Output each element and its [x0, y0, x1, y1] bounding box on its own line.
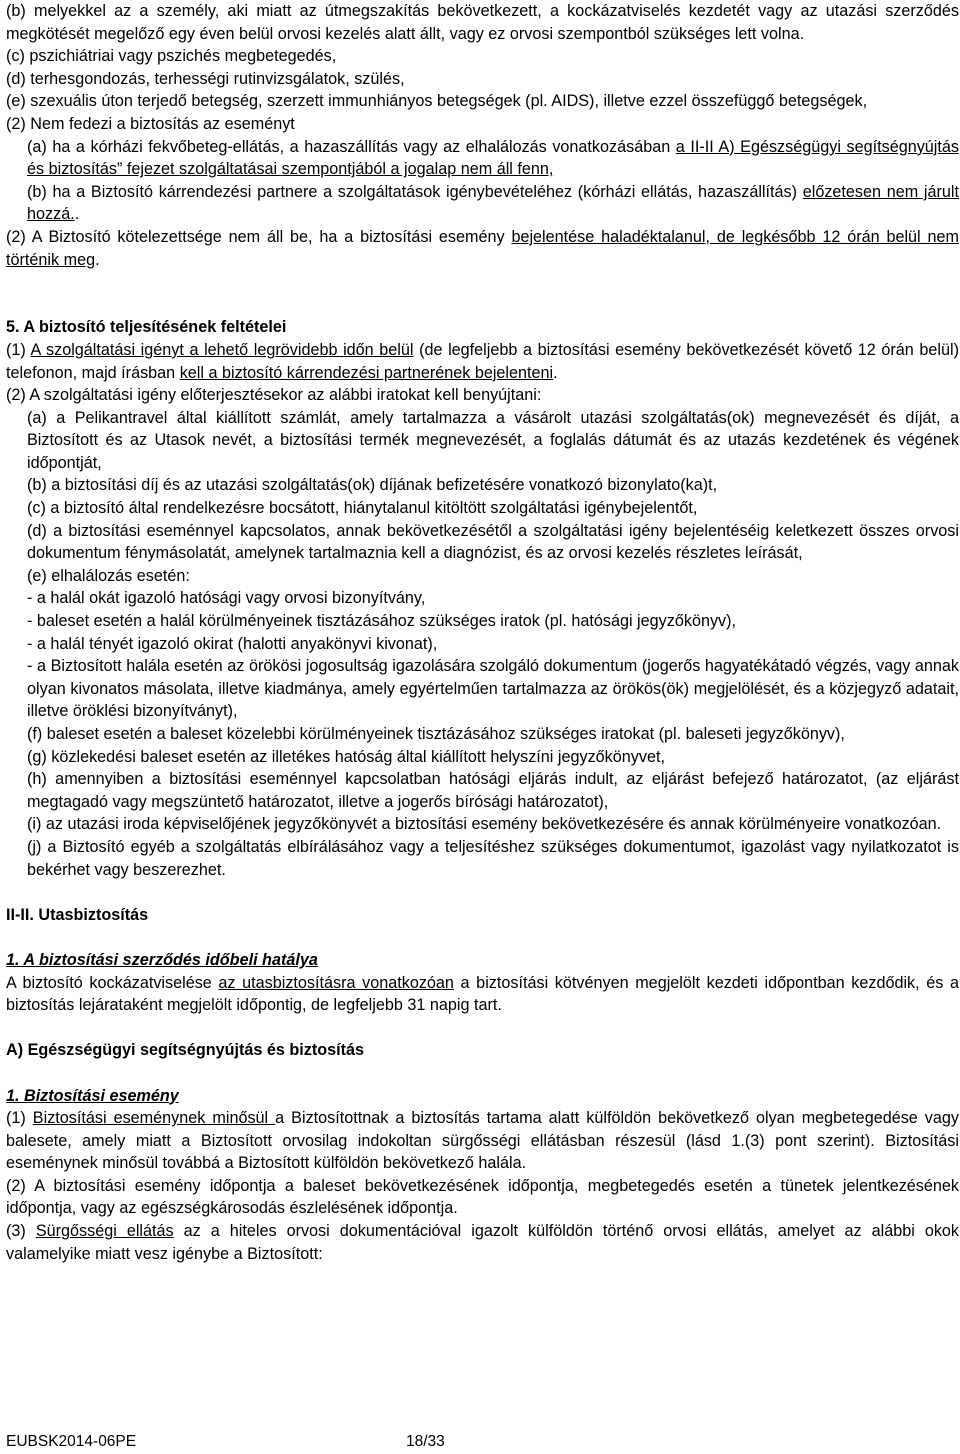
document-item-j: (j) a Biztosító egyéb a szolgáltatás elbírálásához vagy a teljesítéshez szükséges dokumentumot, igazolást vagy nyilatkozatot is bekérhet vagy beszerezhet. — [27, 837, 959, 879]
document-item-d: (d) a biztosítási eseménnyel kapcsolatos, annak bekövetkezésétől a szolgáltatási igény bejelentéséig keletkezett összes orvosi dokumentum fénymásolatát, amelynek tartalmaznia kell a diagnózist, és az orvosi kezelés részletes leírását, — [27, 521, 959, 563]
event-paragraph-3 — [6, 1220, 959, 1265]
section-5-paragraph-2: (2) A szolgáltatási igény előterjesztésekor az alábbi iratokat kell benyújtani: — [6, 386, 542, 405]
spacer — [6, 926, 959, 949]
exclusion-b-underlined: előzetesen nem járult hozzá. — [27, 182, 960, 224]
exclusion-b-text: (b) ha a Biztosító kárrendezési partnere a szolgáltatások igénybevételéhez (kórházi ellátás, hazaszállítás) — [27, 182, 803, 201]
document-item-e: (e) elhalálozás esetén: — [27, 566, 190, 585]
list-item-c: (c) pszichiátriai vagy pszichés megbetegedés, — [6, 47, 337, 66]
ev3-text: az a hiteles orvosi dokumentációval igazolt külföldön történő orvosi ellátás, amelyet az alábbi okok valamelyike miatt vesz igénybe a Biztosított: — [6, 1222, 960, 1263]
document-item-i: (i) az utazási iroda képviselőjének jegyzőkönyvét a biztosítási esemény bekövetkezésére és annak körülményeire vonatkozóan. — [27, 815, 942, 834]
section-1-paragraph — [6, 972, 959, 1017]
event-title — [6, 1085, 959, 1108]
s1-text-b: a biztosítási kötvényen megjelölt kezdeti időpontban kezdődik, és a biztosítás lejárataként megjelölt időpontig, de legfeljebb 31 napig tart. — [6, 973, 959, 1015]
exclusion-item-a — [6, 136, 959, 181]
page-number: 18/33 — [406, 1433, 445, 1450]
section-5-title: 5. A biztosító teljesítésének feltételei — [6, 318, 287, 337]
exclusion-item-b — [6, 181, 959, 226]
document-item-e-dash-4: - a Biztosított halála esetén az örökösi jogosultság igazolására szolgáló dokumentum (jogerős hagyatékátadó végzés, vagy annak olyan kivonatos másolata, illetve kiadmánya, amely egyértelműen tartalmazza az örökös(ök) megjelölését, és a közjegyző adatait, illetve öröklési bizonyítványt), — [27, 657, 959, 721]
obligation-end: . — [95, 250, 100, 269]
section-5-paragraph-1 — [6, 339, 959, 384]
exclusion-a-text: (a) ha a kórházi fekvőbeteg-ellátás, a hazaszállítás vagy az elhalálozás vonatkozásában — [27, 137, 676, 156]
document-item-e-dash-1: - a halál okát igazoló hatósági vagy orvosi bizonyítvány, — [27, 589, 426, 608]
part-2-heading: II-II. Utasbiztosítás — [6, 905, 149, 924]
document-code: EUBSK2014-06PE — [6, 1433, 137, 1450]
ev3-number: (3) — [6, 1222, 36, 1241]
section-1-title — [6, 949, 959, 972]
document-body — [6, 0, 959, 1265]
document-item-b: (b) a biztosítási díj és az utazási szolgáltatás(ok) díjának befizetésére vonatkozó bizonylato(ka)t, — [27, 476, 718, 495]
ev3-underlined: Sürgősségi ellátás — [35, 1222, 174, 1241]
section-a-title: A) Egészségügyi segítségnyújtás és biztosítás — [6, 1041, 365, 1060]
exclusion-b-end: . — [74, 205, 80, 224]
ev1-number: (1) — [6, 1109, 33, 1128]
s5-p1-number: (1) — [6, 340, 31, 359]
spacer — [6, 1062, 959, 1085]
ev1-underlined: Biztosítási eseménynek minősül — [32, 1109, 276, 1128]
event-paragraph-1 — [6, 1107, 959, 1175]
s5-p1-text: (de legfeljebb a biztosítási esemény bekövetkezését követő 12 órán belül) telefonon, majd írásban — [6, 340, 959, 382]
paragraph-b-continuation: (b) melyekkel az a személy, aki miatt az útmegszakítás bekövetkezett, a kockázatviselés kezdetét vagy az utazási szerződés megkötését megelőző egy éven belül orvosi kezelés alatt állt, vagy ez orvosi szempontból szükséges lett volna. — [6, 2, 959, 43]
document-item-g: (g) közlekedési baleset esetén az illetékes hatóság által kiállított helyszíni jegyzőkönyvet, — [27, 747, 665, 766]
spacer — [6, 271, 959, 294]
s1-text-a: A biztosító kockázatviselése — [6, 973, 219, 992]
document-item-e-dash-2: - baleset esetén a halál körülményeinek tisztázásához szükséges iratok (pl. hatósági jegyzőkönyv), — [27, 612, 737, 631]
obligation-paragraph — [6, 226, 959, 271]
exclusion-heading: (2) Nem fedezi a biztosítás az eseményt — [6, 114, 295, 133]
document-item-c: (c) a biztosító által rendelkezésre bocsátott, hiánytalanul kitöltött szolgáltatási igénybejelentőt, — [27, 499, 698, 518]
spacer — [6, 1017, 959, 1040]
exclusion-a-underlined: a II-II A) Egészségügyi segítségnyújtás és biztosítás” fejezet szolgáltatásai szempontjából a jogalap nem áll fenn, — [27, 137, 959, 179]
spacer — [6, 294, 959, 317]
section-1-title-text: 1. A biztosítási szerződés időbeli hatálya — [6, 950, 318, 969]
document-item-a: (a) a Pelikantravel által kiállított számlát, amely tartalmazza a vásárolt utazási szolgáltatás(ok) megnevezését és díját, a Biztosított és az Utasok nevét, a biztosítási termék megnevezését, a foglalás dátumát és az utazás kezdetének és végének időpontját, — [27, 408, 959, 472]
list-item-e: (e) szexuális úton terjedő betegség, szerzett immunhiányos betegségek (pl. AIDS), illetve ezzel összefüggő betegségek, — [6, 92, 868, 111]
obligation-underlined: bejelentése haladéktalanul, de legkésőbb 12 órán belül nem történik meg — [6, 227, 959, 269]
s5-p1-underlined-2: kell a biztosító kárrendezési partnerének bejelenteni — [179, 363, 554, 382]
document-item-e-dash-3: - a halál tényét igazoló okirat (halotti anyakönyvi kivonat), — [27, 634, 438, 653]
event-paragraph-2: (2) A biztosítási esemény időpontja a baleset bekövetkezésének időpontja, megbetegedés esetén a tünetek jelentkezésének időpontja, vagy az egészségkárosodás észlelésének időpontja. — [6, 1176, 959, 1218]
page-footer — [6, 1431, 959, 1453]
s5-p1-end: . — [553, 363, 558, 382]
ev1-text: a Biztosítottnak a biztosítás tartama alatt külföldön bekövetkező olyan megbetegedése vagy balesete, amely miatt a Biztosított orvosilag indokoltan sürgősségi ellátásban részesül (lásd 1.(3) pont szerint). Biztosítási eseménynek minősül továbbá a Biztosított külföldön bekövetkező halála. — [6, 1109, 960, 1173]
document-item-f: (f) baleset esetén a baleset közelebbi körülményeinek tisztázásához szükséges iratokat (pl. baleseti jegyzőkönyv), — [27, 725, 845, 743]
document-item-h: (h) amennyiben a biztosítási eseménnyel kapcsolatban hatósági eljárás indult, az eljárást befejező határozatot, (az eljárást megtagadó vagy megszüntető határozatot, illetve a jogerős bírósági határozatot), — [27, 770, 959, 811]
spacer — [6, 881, 959, 904]
event-title-text: 1. Biztosítási esemény — [6, 1086, 179, 1105]
obligation-text: (2) A Biztosító kötelezettsége nem áll be, ha a biztosítási esemény — [6, 227, 512, 246]
list-item-d: (d) terhesgondozás, terhességi rutinvizsgálatok, szülés, — [6, 69, 405, 88]
s1-underlined: az utasbiztosításra vonatkozóan — [218, 973, 454, 992]
s5-p1-underlined-1: A szolgáltatási igényt a lehető legrövidebb időn belül — [30, 340, 414, 359]
